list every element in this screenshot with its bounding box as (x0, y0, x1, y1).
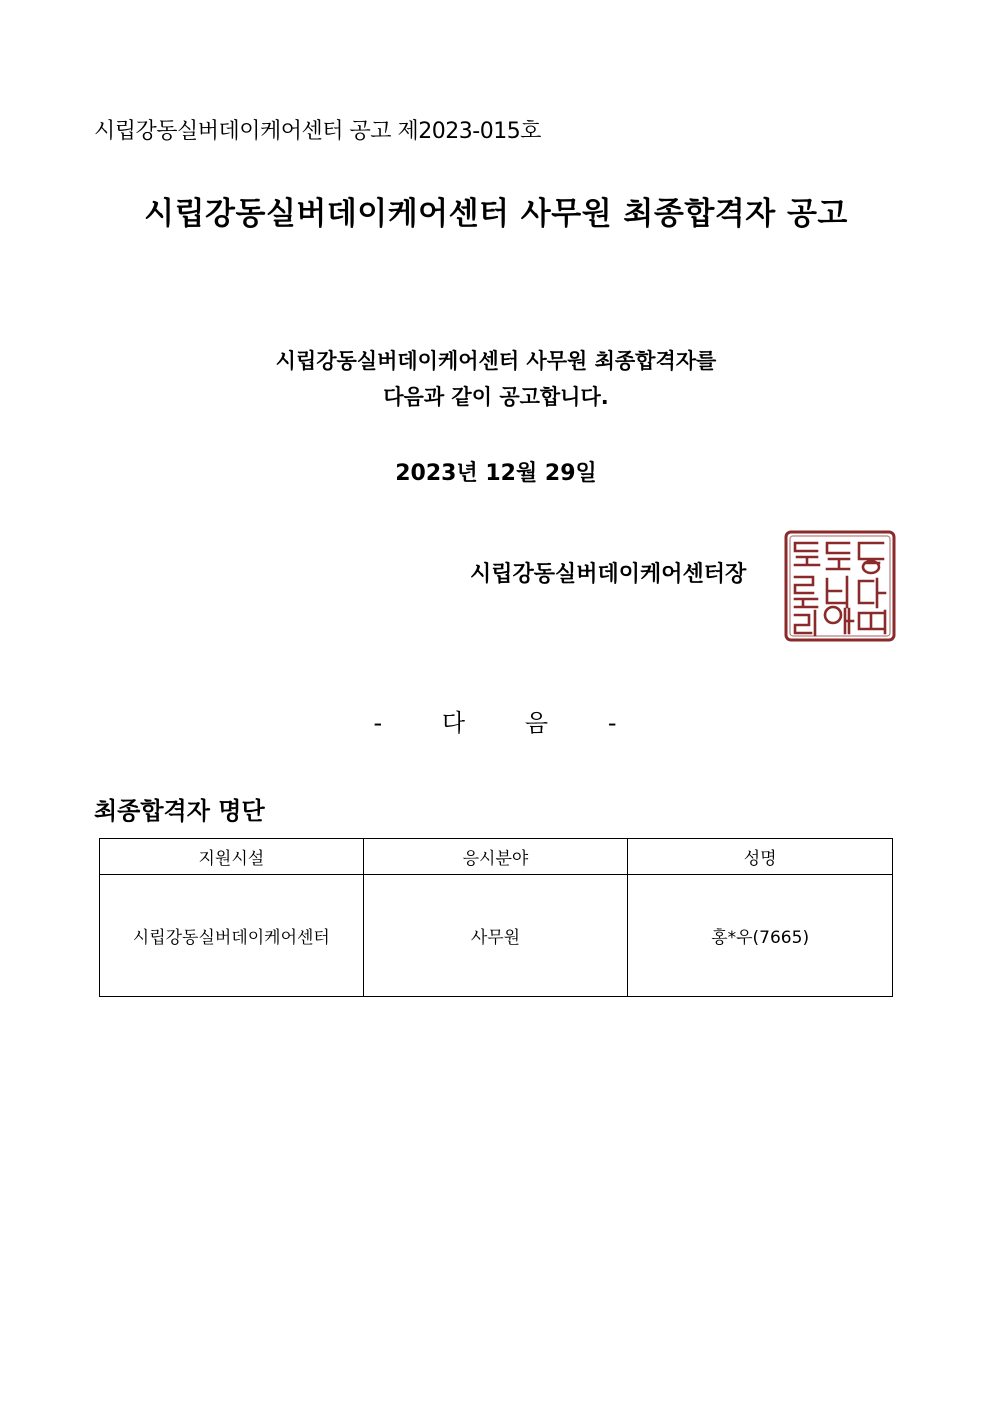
section-title: 최종합격자 명단 (94, 797, 265, 825)
page-title: 시립강동실버데이케어센터 사무원 최종합격자 공고 (144, 196, 848, 232)
intro-line-2: 다음과 같이 공고합니다. (383, 385, 609, 409)
cell-field: 사무원 (363, 875, 628, 997)
issuer-name: 시립강동실버데이케어센터장 (470, 562, 747, 587)
next-section-marker: - 다 음 - (373, 709, 619, 737)
intro-text (0, 343, 992, 415)
notice-number: 시립강동실버데이케어센터 공고 제2023-015호 (94, 119, 541, 144)
intro-line-1: 시립강동실버데이케어센터 사무원 최종합격자를 (275, 349, 717, 373)
column-header-field: 응시분야 (363, 839, 628, 875)
column-header-facility: 지원시설 (100, 839, 364, 875)
cell-facility: 시립강동실버데이케어센터 (100, 875, 364, 997)
cell-name: 홍*우(7665) (628, 875, 893, 997)
column-header-name: 성명 (628, 839, 893, 875)
official-seal-icon (783, 529, 897, 643)
results-table (99, 838, 893, 997)
table-row (100, 875, 893, 997)
document-date: 2023년 12월 29일 (395, 461, 597, 486)
table-header-row (100, 839, 893, 875)
